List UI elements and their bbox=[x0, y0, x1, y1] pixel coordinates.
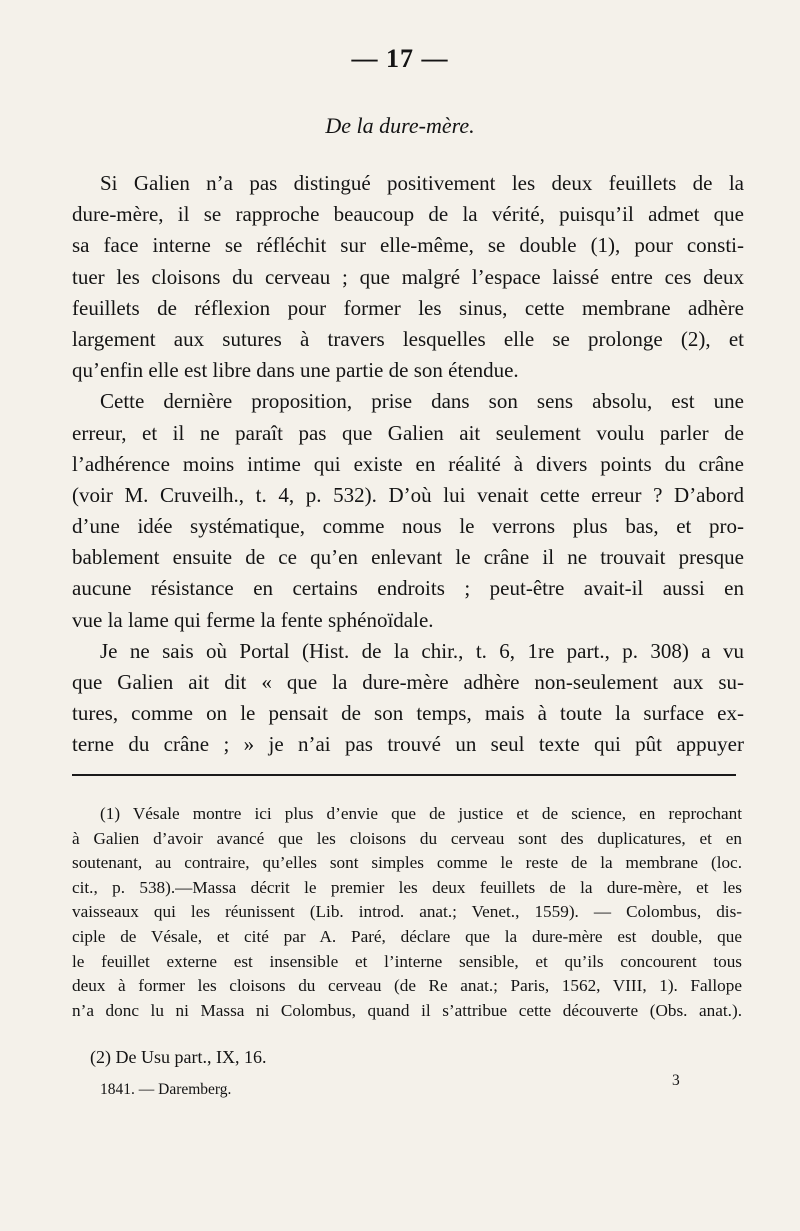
footnote-line: cit., p. 538).—Massa décrit le premier les deux feuillets de la dure-mère, et les bbox=[72, 877, 742, 897]
section-title: De la dure-mère. bbox=[325, 113, 475, 138]
footnote-line: ciple de Vésale, et cité par A. Paré, déclare que la dure-mère est double, que bbox=[72, 926, 742, 946]
text-line: d’une idée systématique, comme nous le verrons plus bas, et pro- bbox=[72, 514, 744, 539]
text-line: aucune résistance en certains endroits ; peut-être avait-il aussi en bbox=[72, 576, 744, 601]
text-line: terne du crâne ; » je n’ai pas trouvé un seul texte qui pût appuyer bbox=[72, 732, 744, 757]
text-line: qu’enfin elle est libre dans une partie de son étendue. bbox=[72, 358, 519, 383]
text-line: feuillets de réflexion pour former les sinus, cette membrane adhère bbox=[72, 295, 744, 320]
footnotes bbox=[72, 802, 742, 1023]
footnote-line: (1) Vésale montre ici plus d’envie que de justice et de science, en reprochant bbox=[100, 804, 742, 823]
text-line: dure-mère, il se rapproche beaucoup de la vérité, puisqu’il admet que bbox=[72, 202, 744, 227]
text-line: tuer les cloisons du cerveau ; que malgré l’espace laissé entre ces deux bbox=[72, 264, 744, 289]
page-number: — 17 — bbox=[351, 44, 449, 73]
footer-signature: 1841. — Daremberg. bbox=[100, 1081, 232, 1098]
footnote-line: deux à former les cloisons du cerveau (de Re anat.; Paris, 1562, VIII, 1). Fallope bbox=[72, 976, 742, 996]
text-line: Je ne sais où Portal (Hist. de la chir., t. 6, 1re part., p. 308) a vu bbox=[100, 638, 744, 663]
footnote-line: le feuillet externe est insensible et l’interne sensible, et qu’ils concourent tous bbox=[72, 951, 742, 971]
footnote-divider bbox=[72, 774, 736, 776]
footnote-line: soutenant, au contraire, qu’elles sont simples comme le reste de la membrane (loc. bbox=[72, 853, 742, 873]
text-line: erreur, et il ne paraît pas que Galien ait seulement voulu parler de bbox=[72, 420, 744, 445]
footnote-line: à Galien d’avoir avancé que les cloisons du cerveau sont des duplicatures, et en bbox=[72, 828, 742, 848]
text-line: que Galien ait dit « que la dure-mère adhère non-seulement aux su- bbox=[72, 670, 744, 694]
text-line: vue la lame qui ferme la fente sphénoïdale. bbox=[72, 607, 434, 632]
signature-mark: 3 bbox=[672, 1072, 680, 1089]
text-line: Si Galien n’a pas distingué positivement les deux feuillets de la bbox=[100, 171, 744, 195]
text-line: sa face interne se réfléchit sur elle-même, se double (1), pour consti- bbox=[72, 233, 744, 258]
text-line: largement aux sutures à travers lesquelles elle se prolonge (2), et bbox=[72, 326, 744, 351]
body-text bbox=[72, 168, 744, 761]
footnote-2: (2) De Usu part., IX, 16. bbox=[90, 1047, 267, 1067]
text-line: bablement ensuite de ce qu’en enlevant le crâne il ne trouvait presque bbox=[72, 545, 744, 570]
footnote-line: n’a donc lu ni Massa ni Colombus, quand il s’attribue cette découverte (Obs. anat.). bbox=[72, 1000, 742, 1020]
text-line: tures, comme on le pensait de son temps, mais à toute la surface ex- bbox=[72, 701, 744, 726]
text-line: l’adhérence moins intime qui existe en réalité à divers points du crâne bbox=[72, 451, 744, 476]
text-line: (voir M. Cruveilh., t. 4, p. 532). D’où lui venait cette erreur ? D’abord bbox=[72, 482, 744, 507]
text-line: Cette dernière proposition, prise dans son sens absolu, est une bbox=[100, 389, 744, 414]
footnote-line: vaisseaux qui les réunissent (Lib. introd. anat.; Venet., 1559). — Colombus, dis- bbox=[72, 902, 742, 922]
